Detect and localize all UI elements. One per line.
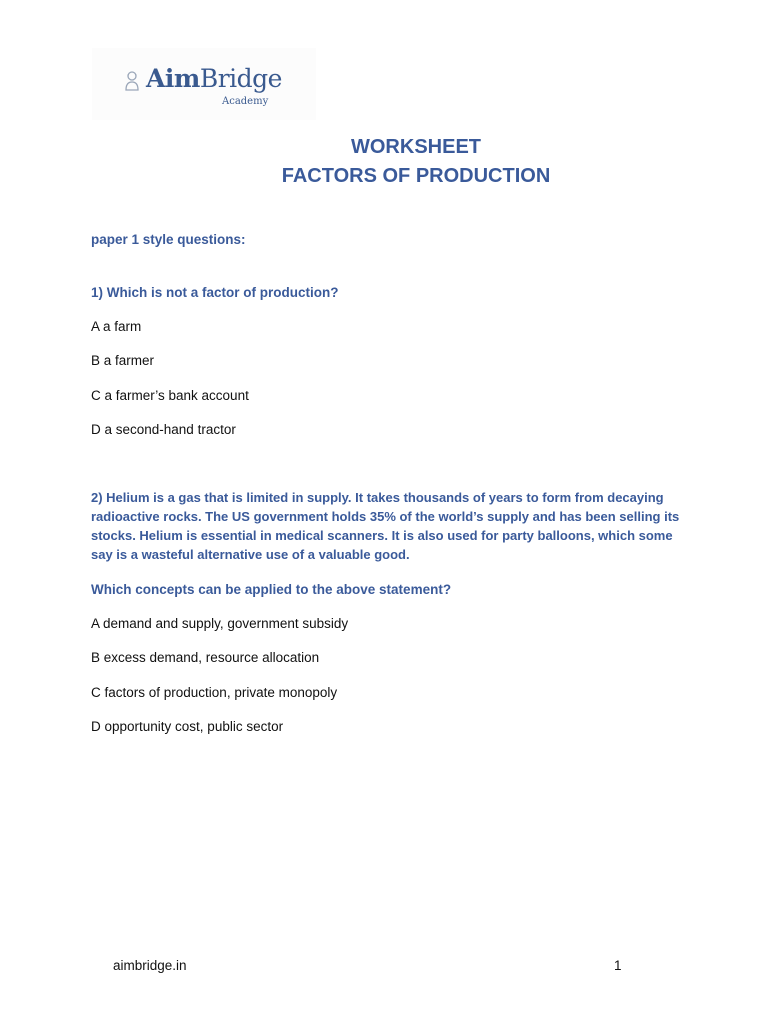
q2-option-a: A demand and supply, government subsidy bbox=[91, 616, 349, 631]
worksheet-title: WORKSHEET bbox=[351, 136, 481, 158]
question-2: Which concepts can be applied to the above statement? bbox=[91, 582, 452, 597]
q1-option-b: B a farmer bbox=[91, 353, 155, 368]
q1-option-c: C a farmer’s bank account bbox=[91, 388, 249, 403]
logo-subtitle: Academy bbox=[222, 96, 269, 107]
question-2-stem: 2) Helium is a gas that is limited in supply. It takes thousands of years to form from decaying radioactive rocks. The US government holds 35% of the world’s supply and has been selling its stocks. Helium is essential in medical scanners. It is also used for party balloons, which some say is a wasteful alternative use of a valuable good. bbox=[91, 490, 680, 562]
q2-option-c: C factors of production, private monopoly bbox=[91, 685, 338, 700]
section-heading: paper 1 style questions: bbox=[91, 232, 246, 247]
q1-option-d: D a second-hand tractor bbox=[91, 422, 236, 437]
page-number: 1 bbox=[614, 958, 622, 973]
q1-option-a: A a farm bbox=[91, 319, 142, 334]
worksheet-subtitle: FACTORS OF PRODUCTION bbox=[281, 165, 551, 187]
question-1: 1) Which is not a factor of production? bbox=[91, 285, 339, 300]
q2-option-d: D opportunity cost, public sector bbox=[91, 719, 284, 734]
logo-wordmark: AimBridge bbox=[146, 64, 282, 93]
q2-option-b: B excess demand, resource allocation bbox=[91, 650, 320, 665]
person-icon bbox=[124, 70, 140, 94]
footer-website: aimbridge.in bbox=[113, 958, 187, 973]
